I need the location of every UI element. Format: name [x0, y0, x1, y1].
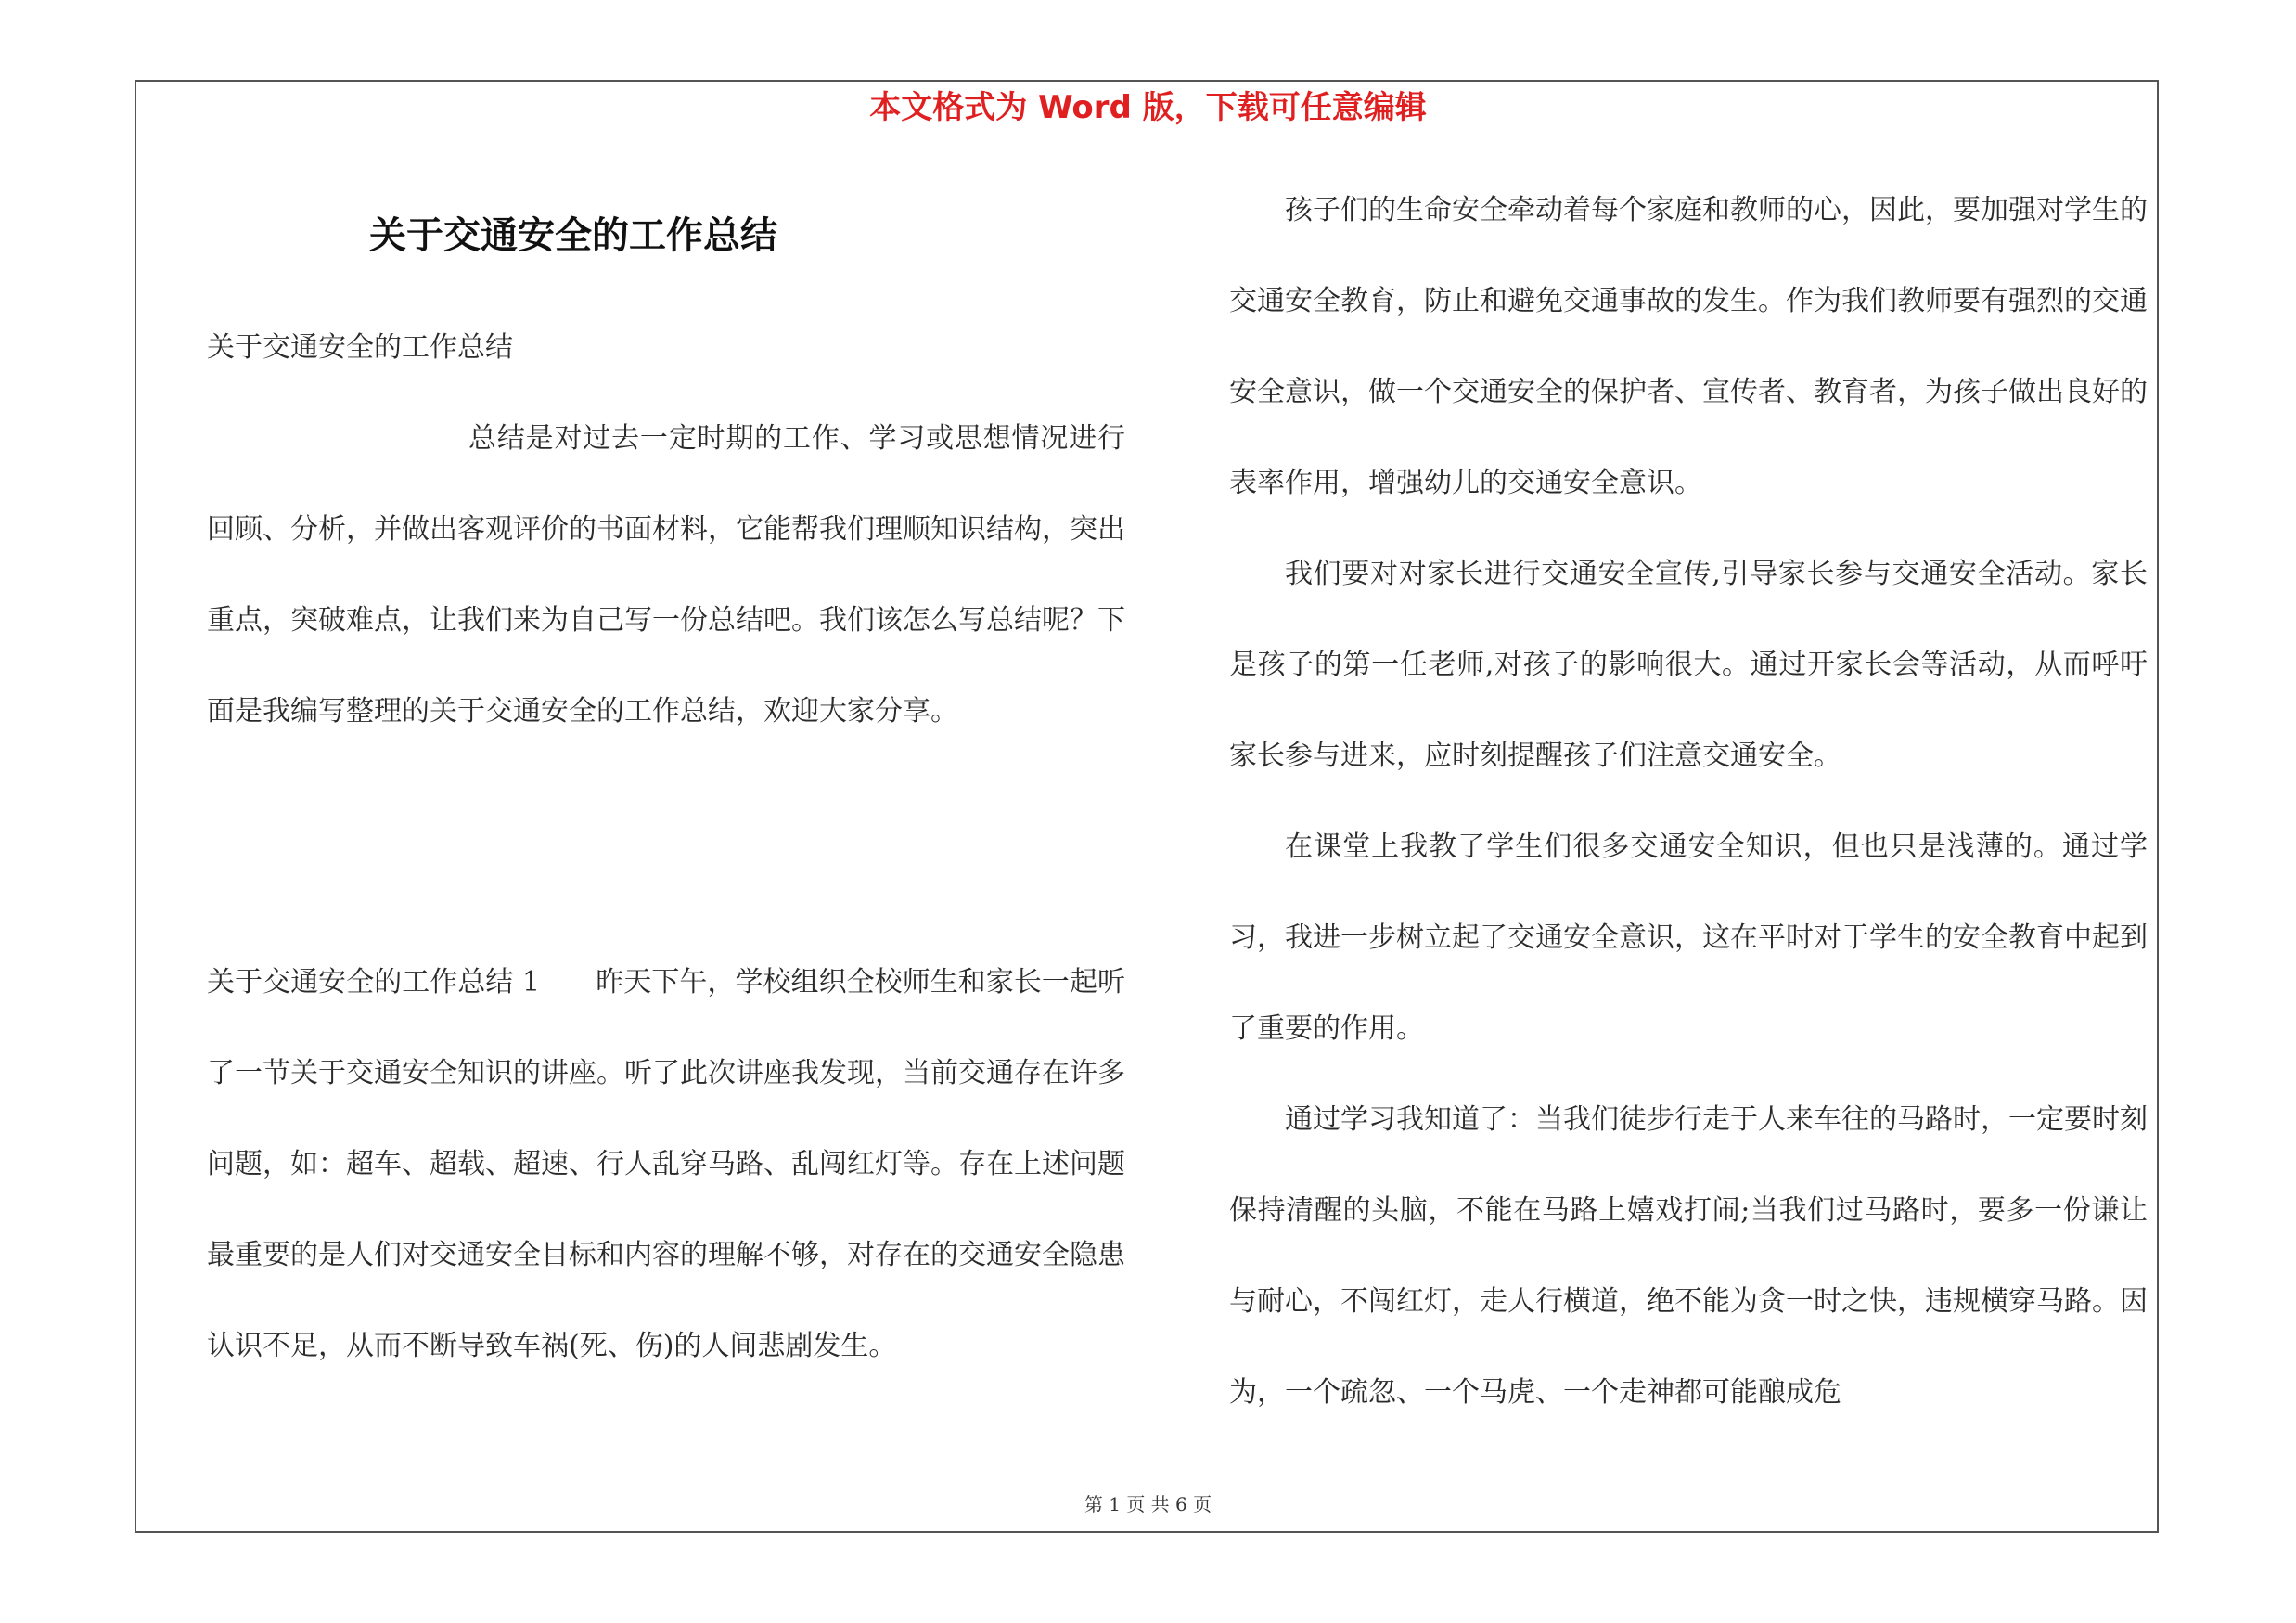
paragraph-road-safety: 通过学习我知道了：当我们徒步行走于人来车往的马路时，一定要时刻保持清醒的头脑，不能在马路上嬉戏打闹;当我们过马路时，要多一份谦让与耐心，不闯红灯，走人行横道，绝不能为贪一时之快，违规横穿马路。因为，一个疏忽、一个马虎、一个走神都可能酿成危	[1229, 1103, 2148, 1409]
section-1-paragraph: 关于交通安全的工作总结 1 昨天下午，学校组织全校师生和家长一起听了一节关于交通安全知识的讲座。听了此次讲座我发现，当前交通存在许多问题，如：超车、超载、超速、行人乱穿马路、乱闯红灯等。存在上述问题最重要的是人们对交通安全目标和内容的理解不够，对存在的交通安全隐患认识不足，从而不断导致车祸(死、伤)的人间悲剧发生。	[207, 966, 1125, 1362]
page-number-footer: 第 1 页 共 6 页	[1084, 1493, 1212, 1515]
paragraph-classroom: 在课堂上我教了学生们很多交通安全知识，但也只是浅薄的。通过学习，我进一步树立起了交通安全意识，这在平时对于学生的安全教育中起到了重要的作用。	[1229, 831, 2148, 1045]
document-title: 关于交通安全的工作总结	[369, 214, 777, 257]
paragraph-parents: 我们要对对家长进行交通安全宣传,引导家长参与交通安全活动。家长是孩子的第一任老师,对孩子的影响很大。通过开家长会等活动，从而呼吁家长参与进来，应时刻提醒孩子们注意交通安全。	[1229, 558, 2148, 772]
word-format-banner: 本文格式为 Word 版，下载可任意编辑	[869, 89, 1427, 126]
intro-paragraph: 总结是对过去一定时期的工作、学习或思想情况进行回顾、分析，并做出客观评价的书面材料，它能帮我们理顺知识结构，突出重点，突破难点，让我们来为自己写一份总结吧。我们该怎么写总结呢？下面是我编写整理的关于交通安全的工作总结，欢迎大家分享。	[207, 422, 1125, 728]
paragraph-teacher-role: 孩子们的生命安全牵动着每个家庭和教师的心，因此，要加强对学生的交通安全教育，防止和避免交通事故的发生。作为我们教师要有强烈的交通安全意识，做一个交通安全的保护者、宣传者、教育者，为孩子做出良好的表率作用，增强幼儿的交通安全意识。	[1229, 194, 2148, 499]
document-subtitle: 关于交通安全的工作总结	[207, 331, 513, 364]
